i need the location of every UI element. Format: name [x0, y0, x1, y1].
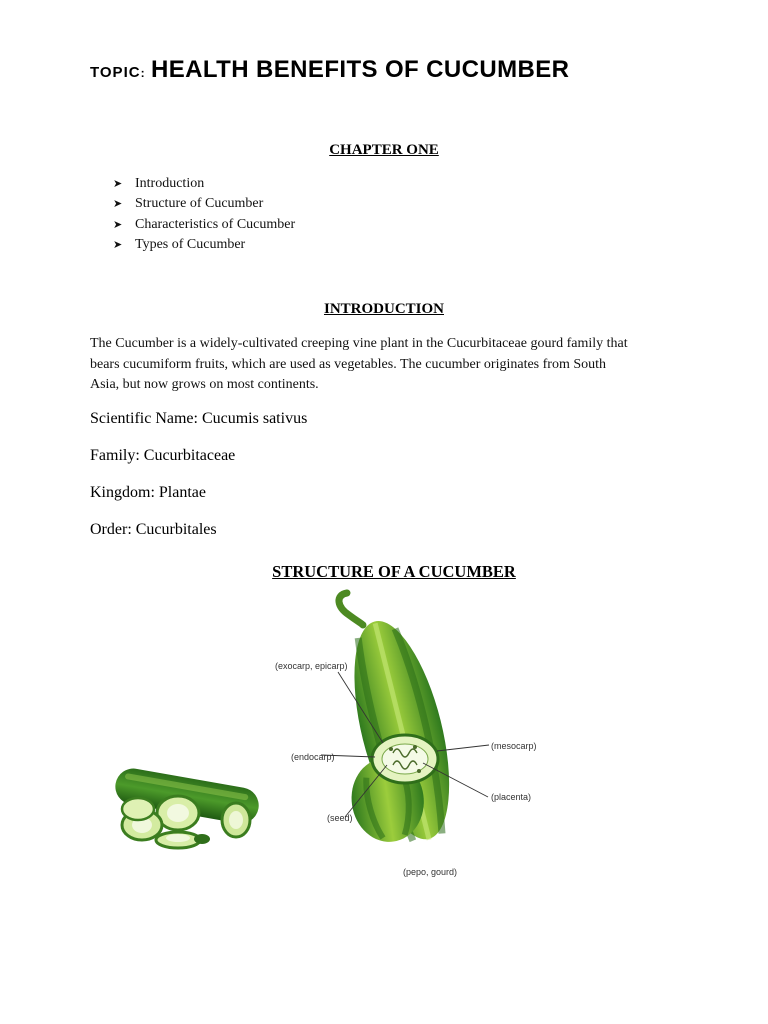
label-mesocarp: (mesocarp): [491, 741, 537, 751]
list-item-label: Types of Cucumber: [135, 237, 246, 253]
stem-shape: [339, 593, 363, 625]
label-seed: (seed): [327, 813, 353, 823]
structure-heading: STRUCTURE OF A CUCUMBER: [272, 562, 516, 581]
topic-label: TOPIC: [90, 64, 141, 81]
list-item: [113, 194, 295, 214]
arrow-bullet-icon: ➤: [113, 178, 123, 190]
list-item: [113, 174, 295, 194]
label-exocarp: (exocarp, epicarp): [275, 661, 348, 671]
fact-order: Order: Cucurbitales: [90, 521, 217, 538]
arrow-bullet-icon: ➤: [113, 198, 123, 211]
fact-scientific-name: Scientific Name: Cucumis sativus: [90, 410, 308, 427]
chapter-heading: CHAPTER ONE: [329, 142, 439, 158]
fact-kingdom: Kingdom: Plantae: [90, 484, 206, 501]
arrow-bullet-icon: ➤: [113, 239, 123, 252]
introduction-paragraph: [90, 334, 690, 396]
paragraph-line: Asia, but now grows on most continents.: [90, 377, 319, 392]
cucumber-structure-diagram: [265, 585, 545, 885]
label-placenta: (placenta): [491, 792, 532, 802]
fact-family: Family: Cucurbitaceae: [90, 447, 236, 464]
contents-list: [113, 174, 295, 256]
introduction-heading: INTRODUCTION: [323, 301, 444, 317]
list-item: [113, 215, 295, 235]
paragraph-line: The Cucumber is a widely-cultivated creeping vine plant in the Cucurbitaceae gourd family that: [90, 336, 628, 351]
paragraph-line: bears cucumiform fruits, which are used as vegetables. The cucumber originates from South: [90, 356, 607, 372]
list-item-label: Structure of Cucumber: [135, 196, 264, 212]
list-item-label: Characteristics of Cucumber: [135, 216, 296, 232]
arrow-bullet-icon: ➤: [113, 218, 123, 231]
label-pepo: (pepo, gourd): [403, 867, 458, 877]
document-title: [90, 56, 569, 84]
title-text: HEALTH BENEFITS OF CUCUMBER: [151, 56, 570, 83]
list-item-label: Introduction: [135, 176, 205, 191]
sliced-cucumber-image: [90, 735, 265, 885]
list-item: [113, 235, 295, 255]
topic-separator: :: [140, 66, 145, 80]
label-endocarp: (endocarp): [291, 752, 335, 762]
